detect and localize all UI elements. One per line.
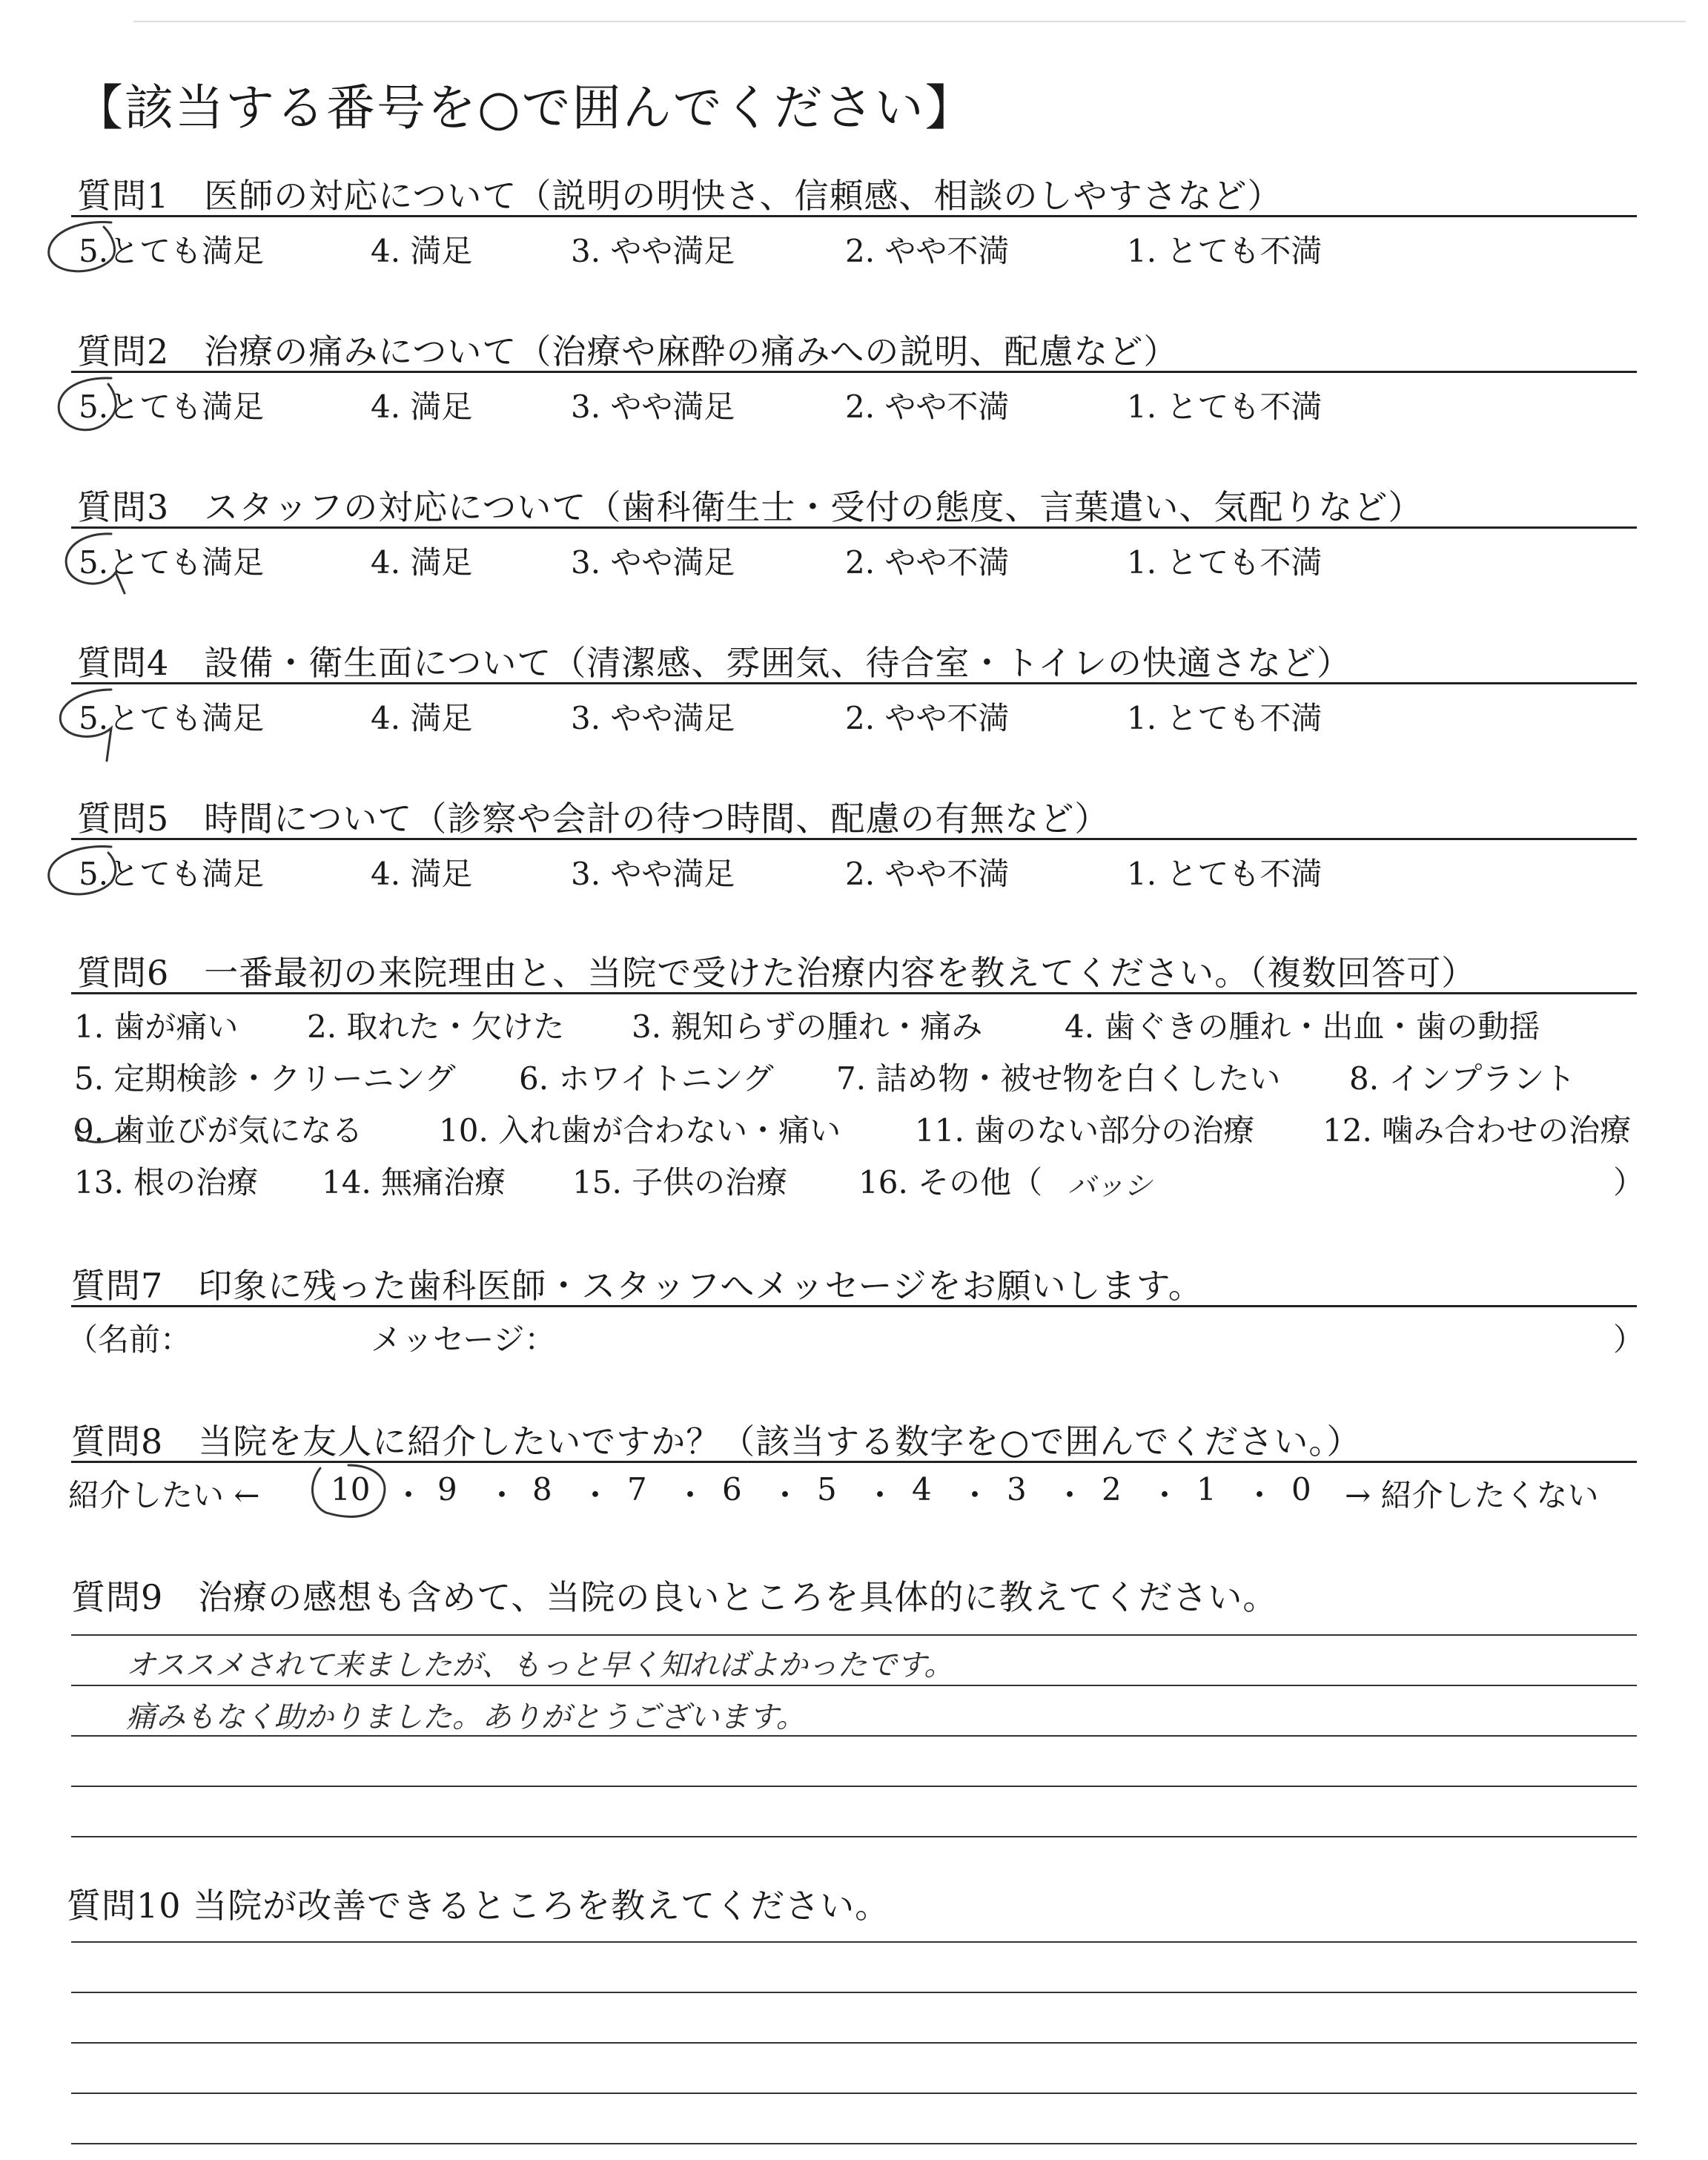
reason-option-7[interactable]: 7. 詰め物・被せ物を白くしたい <box>836 1060 1281 1097</box>
rating-option-1[interactable]: 1. とても不満 <box>1127 389 1323 425</box>
scale-separator: ・ <box>1149 1477 1181 1513</box>
rating-option-2[interactable]: 2. やや不満 <box>845 544 1010 581</box>
scale-option-4[interactable]: 4 <box>912 1471 932 1507</box>
question-6-title: 質問6 一番最初の来院理由と、当院で受けた治療内容を教えてください。（複数回答可） <box>77 953 1477 993</box>
rating-option-5[interactable]: 5.とても満足 <box>79 389 265 425</box>
reason-option-5[interactable]: 5. 定期検診・クリーニング <box>74 1060 456 1097</box>
scale-option-1[interactable]: 1 <box>1196 1471 1217 1507</box>
message-label: メッセージ： <box>371 1321 556 1358</box>
reason-option-16[interactable]: 16. その他（ <box>858 1164 1043 1200</box>
rating-option-1[interactable]: 1. とても不満 <box>1127 856 1323 892</box>
reason-option-4[interactable]: 4. 歯ぐきの腫れ・出血・歯の動揺 <box>1065 1008 1540 1045</box>
selection-circle-q3 <box>66 534 125 593</box>
reason-option-14[interactable]: 14. 無痛治療 <box>322 1164 506 1200</box>
rating-option-4[interactable]: 4. 満足 <box>371 389 473 425</box>
reason-option-2[interactable]: 2. 取れた・欠けた <box>307 1008 565 1045</box>
rating-option-2[interactable]: 2. やや不満 <box>845 389 1010 425</box>
scale-option-8[interactable]: 8 <box>532 1471 552 1507</box>
selection-circle-q4 <box>60 690 111 761</box>
rating-option-3[interactable]: 3. やや満足 <box>571 544 735 581</box>
rating-option-3[interactable]: 3. やや満足 <box>571 700 735 736</box>
question-9-title: 質問9 治療の感想も含めて、当院の良いところを具体的に教えてください。 <box>71 1577 1278 1617</box>
scale-option-9[interactable]: 9 <box>437 1471 457 1507</box>
form-heading: 【該当する番号を○で囲んでください】 <box>74 79 976 136</box>
handwritten-answer-line-1: オススメされて来ましたが、もっと早く知ればよかったです。 <box>126 1648 954 1682</box>
reason-option-13[interactable]: 13. 根の治療 <box>74 1164 259 1200</box>
name-label: （名前： <box>67 1321 192 1358</box>
rating-option-5[interactable]: 5.とても満足 <box>79 700 265 736</box>
rating-option-4[interactable]: 4. 満足 <box>371 233 473 269</box>
rating-option-3[interactable]: 3. やや満足 <box>571 389 735 425</box>
selection-circle-q2 <box>59 378 116 430</box>
rating-option-1[interactable]: 1. とても不満 <box>1127 233 1323 269</box>
question-10-title: 質問10 当院が改善できるところを教えてください。 <box>67 1886 890 1926</box>
rating-option-1[interactable]: 1. とても不満 <box>1127 544 1323 581</box>
question-7-title: 質問7 印象に残った歯科医師・スタッフへメッセージをお願いします。 <box>71 1266 1203 1306</box>
reason-option-9[interactable]: 9. 歯並びが気になる <box>74 1112 363 1149</box>
question-2-title: 質問2 治療の痛みについて（治療や麻酔の痛みへの説明、配慮など） <box>77 331 1179 371</box>
reason-option-8[interactable]: 8. インプラント <box>1349 1060 1576 1097</box>
scale-option-5[interactable]: 5 <box>817 1471 837 1507</box>
scale-separator: ・ <box>864 1477 896 1513</box>
scale-right-label: → 紹介したくない <box>1345 1477 1599 1513</box>
reason-option-11[interactable]: 11. 歯のない部分の治療 <box>915 1112 1255 1149</box>
selection-circle-q8 <box>313 1465 385 1516</box>
scale-separator: ・ <box>580 1477 612 1513</box>
scale-option-2[interactable]: 2 <box>1102 1471 1122 1507</box>
rating-option-5[interactable]: 5.とても満足 <box>79 233 265 269</box>
rating-option-5[interactable]: 5.とても満足 <box>79 544 265 581</box>
scale-separator: ・ <box>393 1477 425 1513</box>
question-8-title: 質問8 当院を友人に紹介したいですか？（該当する数字を○で囲んでください。） <box>71 1421 1362 1462</box>
scale-option-0[interactable]: 0 <box>1291 1471 1311 1507</box>
scale-option-3[interactable]: 3 <box>1007 1471 1027 1507</box>
scale-separator: ・ <box>486 1477 518 1513</box>
selection-circle-q1 <box>49 222 115 271</box>
reason-option-12[interactable]: 12. 噛み合わせの治療 <box>1323 1112 1632 1149</box>
reason-option-3[interactable]: 3. 親知らずの腫れ・痛み <box>632 1008 983 1045</box>
scale-separator: ・ <box>1244 1477 1276 1513</box>
handwritten-answer-line-2: 痛みもなく助かりました。ありがとうございます。 <box>126 1700 806 1734</box>
rating-option-4[interactable]: 4. 満足 <box>371 856 473 892</box>
scale-separator: ・ <box>1054 1477 1086 1513</box>
rating-option-4[interactable]: 4. 満足 <box>371 544 473 581</box>
message-close-paren: ） <box>1613 1321 1645 1358</box>
rating-option-2[interactable]: 2. やや不満 <box>845 233 1010 269</box>
question-1-title: 質問1 医師の対応について（説明の明快さ、信頼感、相談のしやすさなど） <box>77 176 1282 216</box>
scale-separator: ・ <box>769 1477 801 1513</box>
selection-circle-q5 <box>49 846 116 894</box>
rating-option-2[interactable]: 2. やや不満 <box>845 856 1010 892</box>
rating-option-5[interactable]: 5.とても満足 <box>79 856 265 892</box>
scale-option-10[interactable]: 10 <box>331 1471 371 1507</box>
scale-separator: ・ <box>959 1477 991 1513</box>
reason-option-15[interactable]: 15. 子供の治療 <box>572 1164 788 1200</box>
reason-option-1[interactable]: 1. 歯が痛い <box>74 1008 239 1045</box>
selection-mark-q6 <box>76 1120 128 1142</box>
rating-option-3[interactable]: 3. やや満足 <box>571 856 735 892</box>
scale-option-6[interactable]: 6 <box>722 1471 742 1507</box>
scale-left-label: 紹介したい ← <box>68 1477 260 1513</box>
rating-option-2[interactable]: 2. やや不満 <box>845 700 1010 736</box>
question-3-title: 質問3 スタッフの対応について（歯科衛生士・受付の態度、言葉遣い、気配りなど） <box>77 487 1423 527</box>
question-5-title: 質問5 時間について（診察や会計の待つ時間、配慮の有無など） <box>77 799 1110 839</box>
question-4-title: 質問4 設備・衛生面について（清潔感、雰囲気、待合室・トイレの快適さなど） <box>77 643 1352 683</box>
scale-separator: ・ <box>675 1477 706 1513</box>
other-close-paren: ） <box>1613 1164 1645 1200</box>
scale-option-7[interactable]: 7 <box>627 1471 647 1507</box>
reason-option-6[interactable]: 6. ホワイトニング <box>519 1060 774 1097</box>
other-handwritten-entry: バッシ <box>1068 1169 1153 1202</box>
rating-option-1[interactable]: 1. とても不満 <box>1127 700 1323 736</box>
reason-option-10[interactable]: 10. 入れ歯が合わない・痛い <box>439 1112 841 1149</box>
rating-option-3[interactable]: 3. やや満足 <box>571 233 735 269</box>
rating-option-4[interactable]: 4. 満足 <box>371 700 473 736</box>
